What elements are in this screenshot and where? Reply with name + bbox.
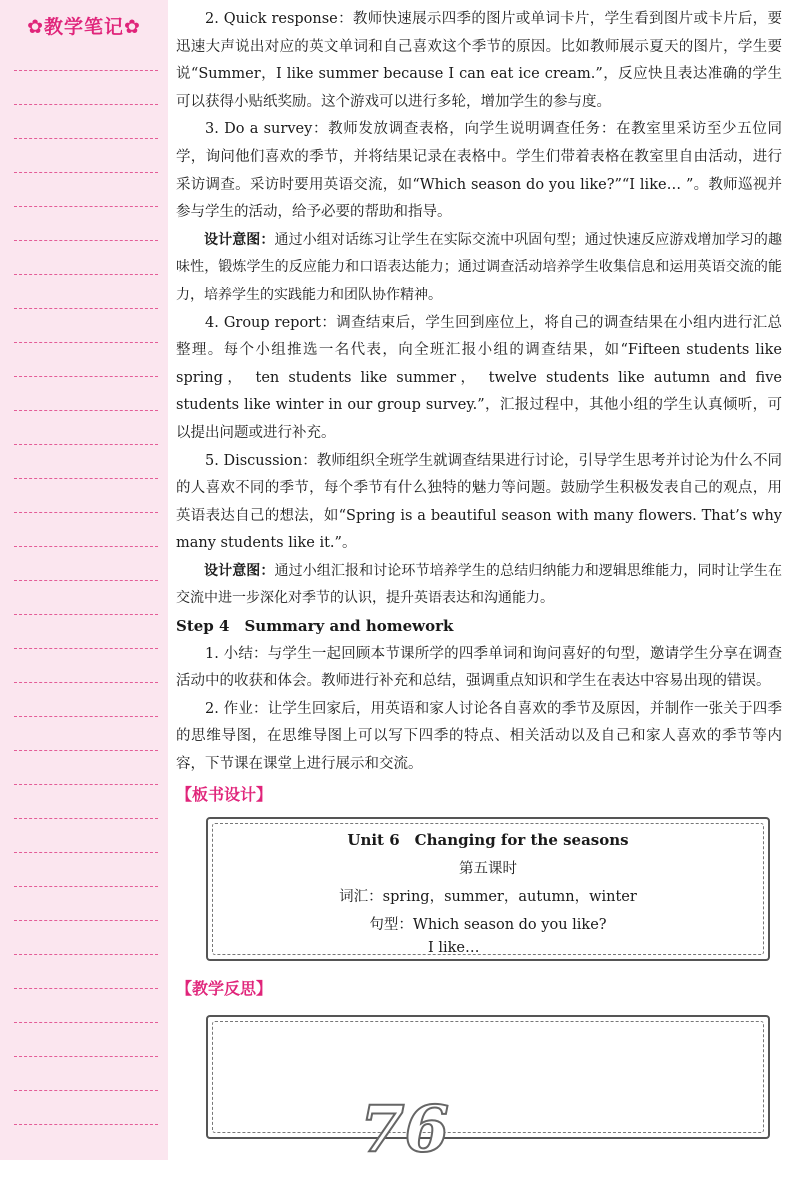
note-line: [14, 682, 158, 683]
note-line: [14, 1056, 158, 1057]
board-answer: I like…: [428, 939, 480, 956]
step-heading: Step 4 Summary and homework: [176, 617, 454, 636]
note-line: [14, 376, 158, 377]
paragraph-quick-response: 2. Quick response：教师快速展示四季的图片或单词卡片，学生看到图片或卡片后，要迅速大声说出对应的英文单词和自己喜欢这个季节的原因。比如教师展示夏天的图片，学生要说“Summer，I like summer because I can eat ice cream.”，反应快且表达准确的学生可以获得小贴纸奖励。这个游戏可以进行多轮，增加学生的参与度。: [176, 11, 782, 110]
note-line: [14, 988, 158, 989]
design-intent-label: 设计意图：: [204, 562, 275, 579]
reflection-box: [206, 1015, 770, 1139]
note-line: [14, 342, 158, 343]
note-line: [14, 784, 158, 785]
note-line: [14, 1090, 158, 1091]
board-vocabulary: 词汇：spring，summer，autumn，winter: [339, 888, 637, 905]
note-line: [14, 852, 158, 853]
note-line: [14, 750, 158, 751]
paragraph-survey: 3. Do a survey：教师发放调查表格，向学生说明调查任务：在教室里采访至少五位同学，询问他们喜欢的季节，并将结果记录在表格中。学生们带着表格在教室里自由活动，进行采访调查。采访时要用英语交流，如“Which season do you like?”“I like… ”。教师巡视并参与学生的活动，给予必要的帮助和指导。: [176, 121, 782, 221]
notes-sidebar: [0, 0, 168, 1160]
page-number: 76: [360, 1092, 450, 1167]
design-intent-label: 设计意图：: [204, 231, 275, 248]
design-intent-1: [176, 227, 782, 310]
paragraph-summary: 1. 小结：与学生一起回顾本节课所学的四季单词和询问喜好的句型，邀请学生分享在调查活动中的收获和体会。教师进行补充和总结，强调重点知识和学生在表达中容易出现的错误。: [176, 645, 782, 690]
note-line: [14, 478, 158, 479]
note-line: [14, 274, 158, 275]
paragraph-discussion: 5. Discussion：教师组织全班学生就调查结果进行讨论，引导学生思考并讨论为什么不同的人喜欢不同的季节，每个季节有什么独特的魅力等问题。鼓励学生积极发表自己的观点，用英语表达自己的想法，如“Spring is a beautiful season with many flowers. That’s why many students like it.”。: [176, 452, 782, 552]
design-intent-text: 通过小组汇报和讨论环节培养学生的总结归纳能力和逻辑思维能力，同时让学生在交流中进一步深化对季节的认识，提升英语表达和沟通能力。: [176, 562, 782, 607]
main-content: [176, 6, 782, 1139]
board-design-box: [206, 817, 770, 961]
note-line: [14, 614, 158, 615]
note-line: [14, 138, 158, 139]
note-line: [14, 920, 158, 921]
note-line: [14, 1022, 158, 1023]
note-line: [14, 580, 158, 581]
note-line: [14, 444, 158, 445]
note-line: [14, 818, 158, 819]
paragraph-group-report: 4. Group report：调查结束后，学生回到座位上，将自己的调查结果在小组内进行汇总整理。每个小组推选一名代表，向全班汇报小组的调查结果，如“Fifteen students like spring， ten students like summer， twelve students like autumn and five students like winter in our group survey.”，汇报过程中，其他小组的学生认真倾听，可以提出问题或进行补充。: [176, 314, 782, 441]
note-line: [14, 512, 158, 513]
paragraph-homework: 2. 作业：让学生回家后，用英语和家人讨论各自喜欢的季节及原因，并制作一张关于四季的思维导图，在思维导图上可以写下四季的特点、相关活动以及自己和家人喜欢的季节等内容，下节课在课堂上进行展示和交流。: [176, 700, 782, 773]
note-line: [14, 716, 158, 717]
design-intent-text: 通过小组对话练习让学生在实际交流中巩固句型；通过快速反应游戏增加学习的趣味性，锻炼学生的反应能力和口语表达能力；通过调查活动培养学生收集信息和运用英语交流的能力，培养学生的实践能力和团队协作精神。: [176, 231, 782, 303]
note-line: [14, 206, 158, 207]
note-line: [14, 1124, 158, 1125]
note-line: [14, 240, 158, 241]
sidebar-title: ✿教学笔记✿: [27, 16, 141, 38]
design-intent-2: [176, 558, 782, 613]
note-line: [14, 546, 158, 547]
board-title: Unit 6 Changing for the seasons: [347, 830, 629, 849]
board-pattern: 句型：Which season do you like?: [369, 916, 607, 933]
note-line: [14, 308, 158, 309]
reflection-heading: 【教学反思】: [176, 978, 273, 998]
board-subtitle: 第五课时: [459, 860, 517, 877]
note-line: [14, 172, 158, 173]
note-line: [14, 886, 158, 887]
note-line: [14, 104, 158, 105]
note-line: [14, 410, 158, 411]
note-line: [14, 648, 158, 649]
board-design-heading: 【板书设计】: [176, 784, 273, 804]
note-line: [14, 70, 158, 71]
note-line: [14, 954, 158, 955]
